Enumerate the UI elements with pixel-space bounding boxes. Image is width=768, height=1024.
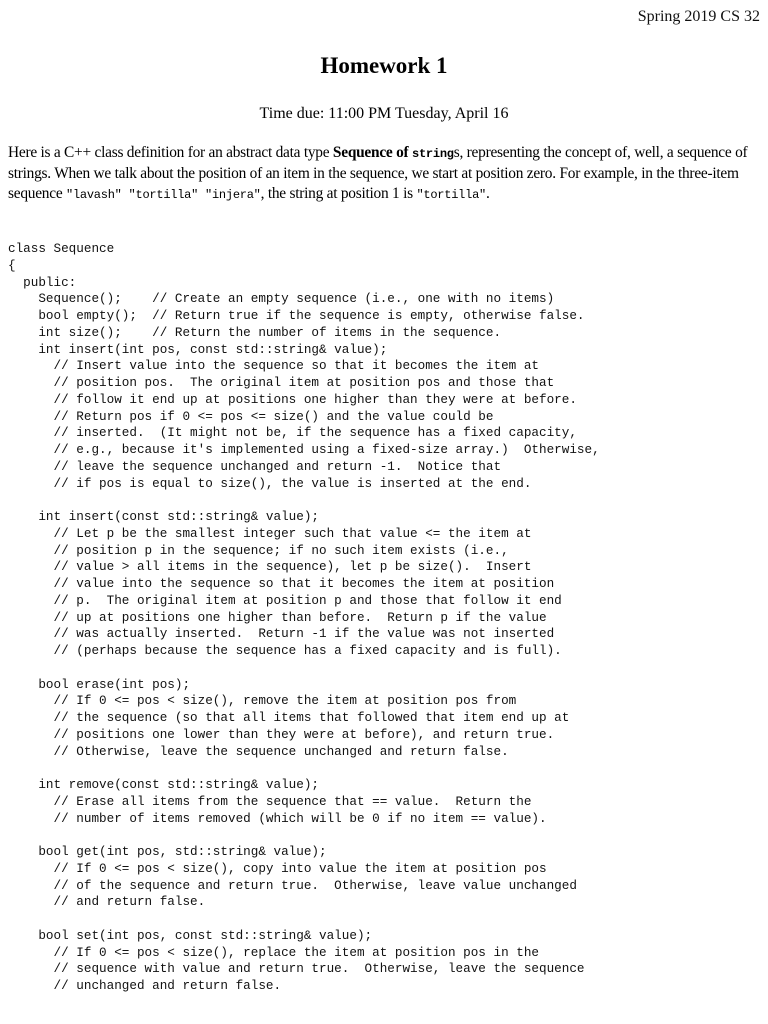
intro-text-2: s, representing the concept of, well, a sequence of strings. When we talk about the position of an item in the sequence, we start at position zero. For example, in the three-item sequence <box>8 144 748 202</box>
code-line: // position p in the sequence; if no such item exists (i.e., <box>8 542 509 558</box>
code-line: // up at positions one higher than before. Return p if the value <box>8 609 547 625</box>
code-line: { <box>8 257 16 273</box>
code-line: int insert(int pos, const std::string& value); <box>8 341 388 357</box>
code-line: bool set(int pos, const std::string& value); <box>8 927 373 943</box>
code-line: // positions one lower than they were at before), and return true. <box>8 726 555 742</box>
code-line: // sequence with value and return true. Otherwise, leave the sequence <box>8 961 585 977</box>
code-line: // inserted. (It might not be, if the sequence has a fixed capacity, <box>8 425 577 441</box>
code-line <box>8 911 600 928</box>
intro-bold-term: Sequence of <box>332 144 413 161</box>
intro-text-3: , the string at position 1 is <box>260 185 417 202</box>
code-line: // value into the sequence so that it becomes the item at position <box>8 576 555 591</box>
code-line: Sequence(); // Create an empty sequence (i.e., one with no items) <box>8 291 555 307</box>
intro-bold-code: string <box>412 147 454 161</box>
code-line <box>8 492 600 509</box>
code-line: bool get(int pos, std::string& value); <box>8 844 327 859</box>
page-title: Homework 1 <box>320 53 448 78</box>
intro-text-4: . <box>485 185 490 202</box>
code-line <box>8 760 600 777</box>
intro-paragraph <box>8 143 760 205</box>
code-line: // leave the sequence unchanged and return -1. Notice that <box>8 458 502 474</box>
code-line: // If 0 <= pos < size(), copy into value the item at position pos <box>8 860 547 876</box>
code-line: // Otherwise, leave the sequence unchanged and return false. <box>8 743 509 759</box>
code-line: // If 0 <= pos < size(), remove the item at position pos from <box>8 693 517 709</box>
code-line <box>8 660 600 677</box>
code-line: // unchanged and return false. <box>8 978 282 993</box>
code-line: // Let p be the smallest integer such that value <= the item at <box>8 525 532 541</box>
code-line: bool empty(); // Return true if the sequence is empty, otherwise false. <box>8 308 585 323</box>
code-line: int remove(const std::string& value); <box>8 777 320 792</box>
code-line: // the sequence (so that all items that followed that item end up at <box>8 710 570 725</box>
code-line: // follow it end up at positions one higher than they were at before. <box>8 391 577 407</box>
code-line: // if pos is equal to size(), the value is inserted at the end. <box>8 475 532 491</box>
intro-text-1: Here is a C++ class definition for an abstract data type <box>8 144 333 161</box>
code-line: int insert(const std::string& value); <box>8 509 320 524</box>
course-label: Spring 2019 CS 32 <box>637 8 760 25</box>
code-line: // Insert value into the sequence so that it becomes the item at <box>8 358 539 374</box>
code-line: // number of items removed (which will be 0 if no item == value). <box>8 810 547 826</box>
code-line: // If 0 <= pos < size(), replace the item at position pos in the <box>8 944 539 960</box>
code-line: // of the sequence and return true. Otherwise, leave value unchanged <box>8 877 577 893</box>
code-line <box>8 827 600 844</box>
code-line: // was actually inserted. Return -1 if the value was not inserted <box>8 626 555 642</box>
code-line: class Sequence <box>8 241 115 256</box>
code-listing <box>8 241 600 995</box>
code-line: int size(); // Return the number of items in the sequence. <box>8 324 502 340</box>
code-line: // Erase all items from the sequence that == value. Return the <box>8 793 532 809</box>
code-line: // value > all items in the sequence), let p be size(). Insert <box>8 559 532 575</box>
code-line: // position pos. The original item at position pos and those that <box>8 375 555 390</box>
intro-example-sequence: "lavash" "tortilla" "injera" <box>66 188 261 202</box>
code-line: // e.g., because it's implemented using a fixed-size array.) Otherwise, <box>8 442 600 457</box>
code-line: public: <box>8 274 77 290</box>
code-line: bool erase(int pos); <box>8 676 191 692</box>
code-line: // Return pos if 0 <= pos <= size() and the value could be <box>8 408 494 424</box>
code-line: // and return false. <box>8 894 206 910</box>
due-date: Time due: 11:00 PM Tuesday, April 16 <box>259 105 509 122</box>
code-line: // p. The original item at position p and those that follow it end <box>8 592 562 608</box>
intro-example-item: "tortilla" <box>416 188 486 202</box>
code-line: // (perhaps because the sequence has a fixed capacity and is full). <box>8 643 562 658</box>
